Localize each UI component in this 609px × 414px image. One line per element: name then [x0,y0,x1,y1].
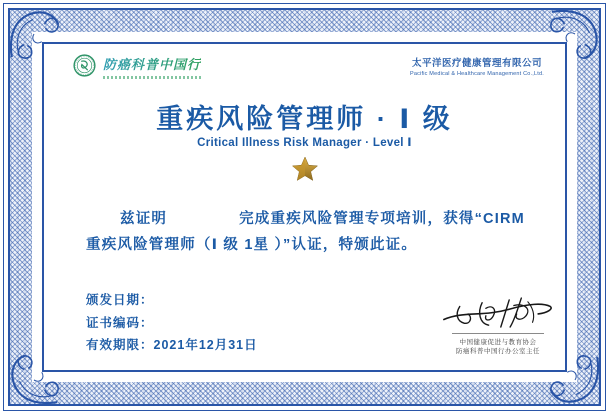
campaign-logo [73,54,201,79]
issuer-company-name-cn: 太平洋医疗健康管理有限公司 [411,58,542,69]
certificate-number-row [86,312,258,335]
green-ribbon-emblem-icon [73,54,96,77]
signature-block [422,294,574,356]
signer-org-line2: 防癌科普中国行办公室主任 [456,348,540,355]
body-line-2: 重疾风险管理师（Ⅰ 级 1星 ）”认证，特颁此证。 [86,237,418,253]
valid-until-row [86,334,258,357]
signature-underline [452,333,544,334]
campaign-logo-text-column [103,54,201,79]
issuer-company-name-en: Pacific Medical & Healthcare Management Co.,Ltd. [409,70,544,77]
certificate-fields [86,289,258,357]
campaign-logo-text: 防癌科普中国行 [103,54,201,73]
issuer-company [410,55,544,77]
valid-until-value: 2021年12月31日 [153,338,258,352]
campaign-logo-tagline [103,76,201,79]
handwritten-signature [442,294,554,332]
certificate-title: 重疾风险管理师 · Ⅰ 级 [156,104,453,134]
issue-date-row [86,289,258,312]
body-line-1 [86,206,527,232]
signer-org-line1: 中国健康促进与教育协会 [459,339,537,346]
star-row [44,156,565,181]
certified-name-blank [167,222,239,223]
body-intro: 兹证明 [120,211,168,227]
gold-star-icon [292,156,318,181]
issue-date-label: 颁发日期： [86,293,154,307]
certificate-content [44,44,565,370]
certificate-number-label: 证书编码： [86,315,154,330]
certificate-subtitle-en: Critical Illness Risk Manager · Level Ⅰ [197,137,412,149]
certificate-body [86,206,527,258]
valid-until-label: 有效期限： [86,338,154,352]
body-line1-rest: 完成重疾风险管理专项培训，获得“CIRM [239,211,525,227]
